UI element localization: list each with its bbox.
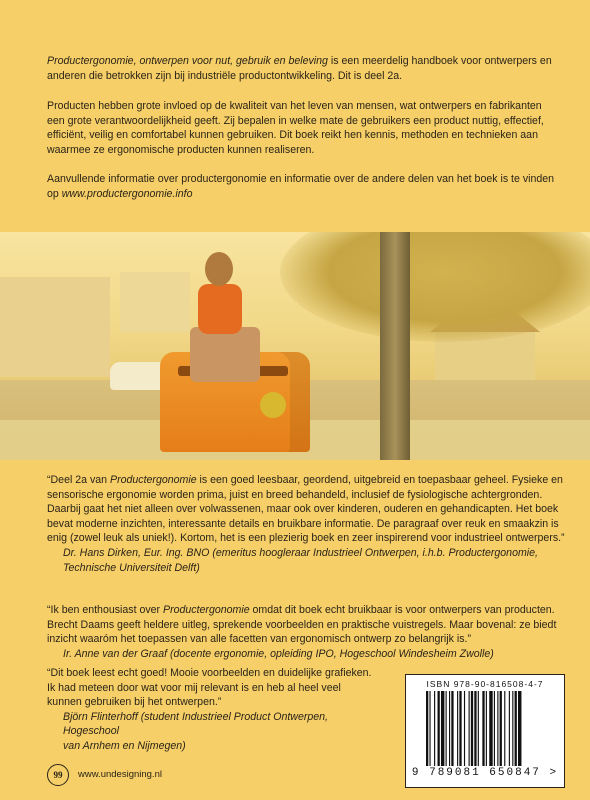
barcode-bar: [489, 691, 492, 766]
quote-3-attribution-2: van Arnhem en Nijmegen): [63, 739, 186, 752]
barcode-bar: [474, 691, 476, 766]
quote-3-attribution-1: Björn Flinterhoff (student Industrieel Product Ontwerpen, Hogeschool: [63, 710, 328, 738]
photo-girl-legs: [190, 327, 260, 382]
barcode-bar: [441, 691, 444, 766]
quote-2-title: Productergonomie: [163, 604, 250, 616]
photo-house-back: [120, 272, 190, 332]
barcode-bar: [438, 691, 440, 766]
quote-2-attribution: Ir. Anne van der Graaf (docente ergonomie, opleiding IPO, Hogeschool Windesheim Zwolle): [63, 647, 494, 660]
photo-house-left: [0, 277, 110, 377]
barcode-bar: [457, 691, 458, 766]
mailbox-emblem-icon: [260, 392, 286, 418]
barcode-bar: [434, 691, 435, 766]
photo-tree-trunk: [380, 232, 410, 460]
intro-paragraph-3: [47, 172, 557, 201]
quote-1-title: Productergonomie: [110, 474, 197, 486]
barcode-bar: [464, 691, 465, 766]
review-quote-2: [47, 603, 567, 661]
barcode-bar: [518, 691, 521, 766]
photo-girl-head: [205, 252, 233, 286]
barcode-bar: [500, 691, 502, 766]
quote-1-attribution-1: Dr. Hans Dirken, Eur. Ing. BNO (emeritus hoogleraar Industrieel Ontwerpen, i.h.b. Productergonomie,: [63, 546, 538, 559]
info-url-link[interactable]: www.productergonomie.info: [61, 187, 193, 200]
quote-2-text-start: “Ik ben enthousiast over: [47, 604, 164, 616]
quote-1-text-end: is een goed leesbaar, geordend, uitgebreid en toepasbaar geheel. Fysieke en sensorische ergonomie worden prima, juist en breed behandeld, inclusief de fysiologische achtergronden. Daarbij gaat het niet alleen over volwassenen, maar ook over kinderen, ouderen en gehandicapten. Het boek bevat moderne inzichten, interessante details en bruikbare informatie. De paragraaf over reuk en smaakzin is enig (zowel leuk als uniek!). Kortom, het is een plezierig boek en zeer inspirerend voor industrieel ontwerpers.”: [47, 474, 565, 545]
barcode-bar: [459, 691, 461, 766]
intro-paragraph-2: [47, 99, 557, 157]
barcode-bar: [429, 691, 430, 766]
barcode-bars: [426, 691, 550, 766]
isbn-barcode: [405, 674, 565, 788]
barcode-bar: [486, 691, 487, 766]
quote-3-text: “Dit boek leest echt goed! Mooie voorbeelden en duidelijke grafieken. Ik had meteen door wat voor mij relevant is en heb al heel veel kunnen gebruiken bij het ontwerpen.”: [47, 667, 372, 709]
barcode-bar: [469, 691, 470, 766]
intro-paragraph-2-text: Producten hebben grote invloed op de kwaliteit van het leven van mensen, wat ontwerpers en fabrikanten een grote verantwoordelijkheid geeft. Zij bepalen in welke mate de gebruikers een product nuttig, effectief, efficiënt, veilig en comfortabel kunnen gebruiken. Dit boek reikt hen kennis, methoden en technieken aan waarmee ze ergonomische producten kunnen realiseren.: [47, 100, 544, 156]
barcode-bar: [504, 691, 505, 766]
publisher-url[interactable]: www.undesigning.nl: [78, 769, 162, 780]
book-title-italic: Productergonomie, ontwerpen voor nut, gebruik en beleving: [47, 55, 328, 67]
quote-1-text-start: “Deel 2a van: [47, 474, 111, 486]
intro-paragraph-1-text: is een meerdelig handboek voor ontwerpers en anderen die betrokken zijn bij industriële productontwikkeling. Dit is deel 2a.: [47, 55, 552, 82]
photo-girl-body: [198, 284, 242, 334]
barcode-bar: [515, 691, 517, 766]
barcode-bar: [509, 691, 510, 766]
barcode-bar: [497, 691, 498, 766]
publisher-logo: 99: [47, 764, 69, 786]
intro-paragraph-3-text: Aanvullende informatie over productergonomie en informatie over de andere delen van het boek is te vinden op: [47, 173, 555, 200]
barcode-bar: [449, 691, 450, 766]
barcode-bar: [482, 691, 484, 766]
review-quote-1: [47, 473, 567, 575]
barcode-bar: [494, 691, 495, 766]
barcode-bar: [426, 691, 428, 766]
quote-1-attribution-2: Technische Universiteit Delft): [63, 561, 200, 574]
barcode-digits: 9 789081 650847 >: [411, 767, 559, 779]
barcode-bar: [446, 691, 447, 766]
barcode-bar: [478, 691, 479, 766]
barcode-bar: [512, 691, 513, 766]
quote-2-text-end: omdat dit boek echt bruikbaar is voor ontwerpers van producten. Brecht Daams geeft heldere uitleg, sprekende voorbeelden en praktische vuistregels. Maar bovenal: ze biedt inzicht waaróm het toepassen van alle facetten van ergonomisch ontwerp zo belangrijk is.”: [47, 604, 557, 646]
cover-photo: [0, 232, 590, 460]
photo-tree-crown: [280, 232, 590, 342]
barcode-bar: [471, 691, 473, 766]
barcode-bar: [451, 691, 453, 766]
intro-paragraph-1: [47, 54, 557, 83]
isbn-label: ISBN 978-90-816508-4-7: [426, 679, 544, 689]
